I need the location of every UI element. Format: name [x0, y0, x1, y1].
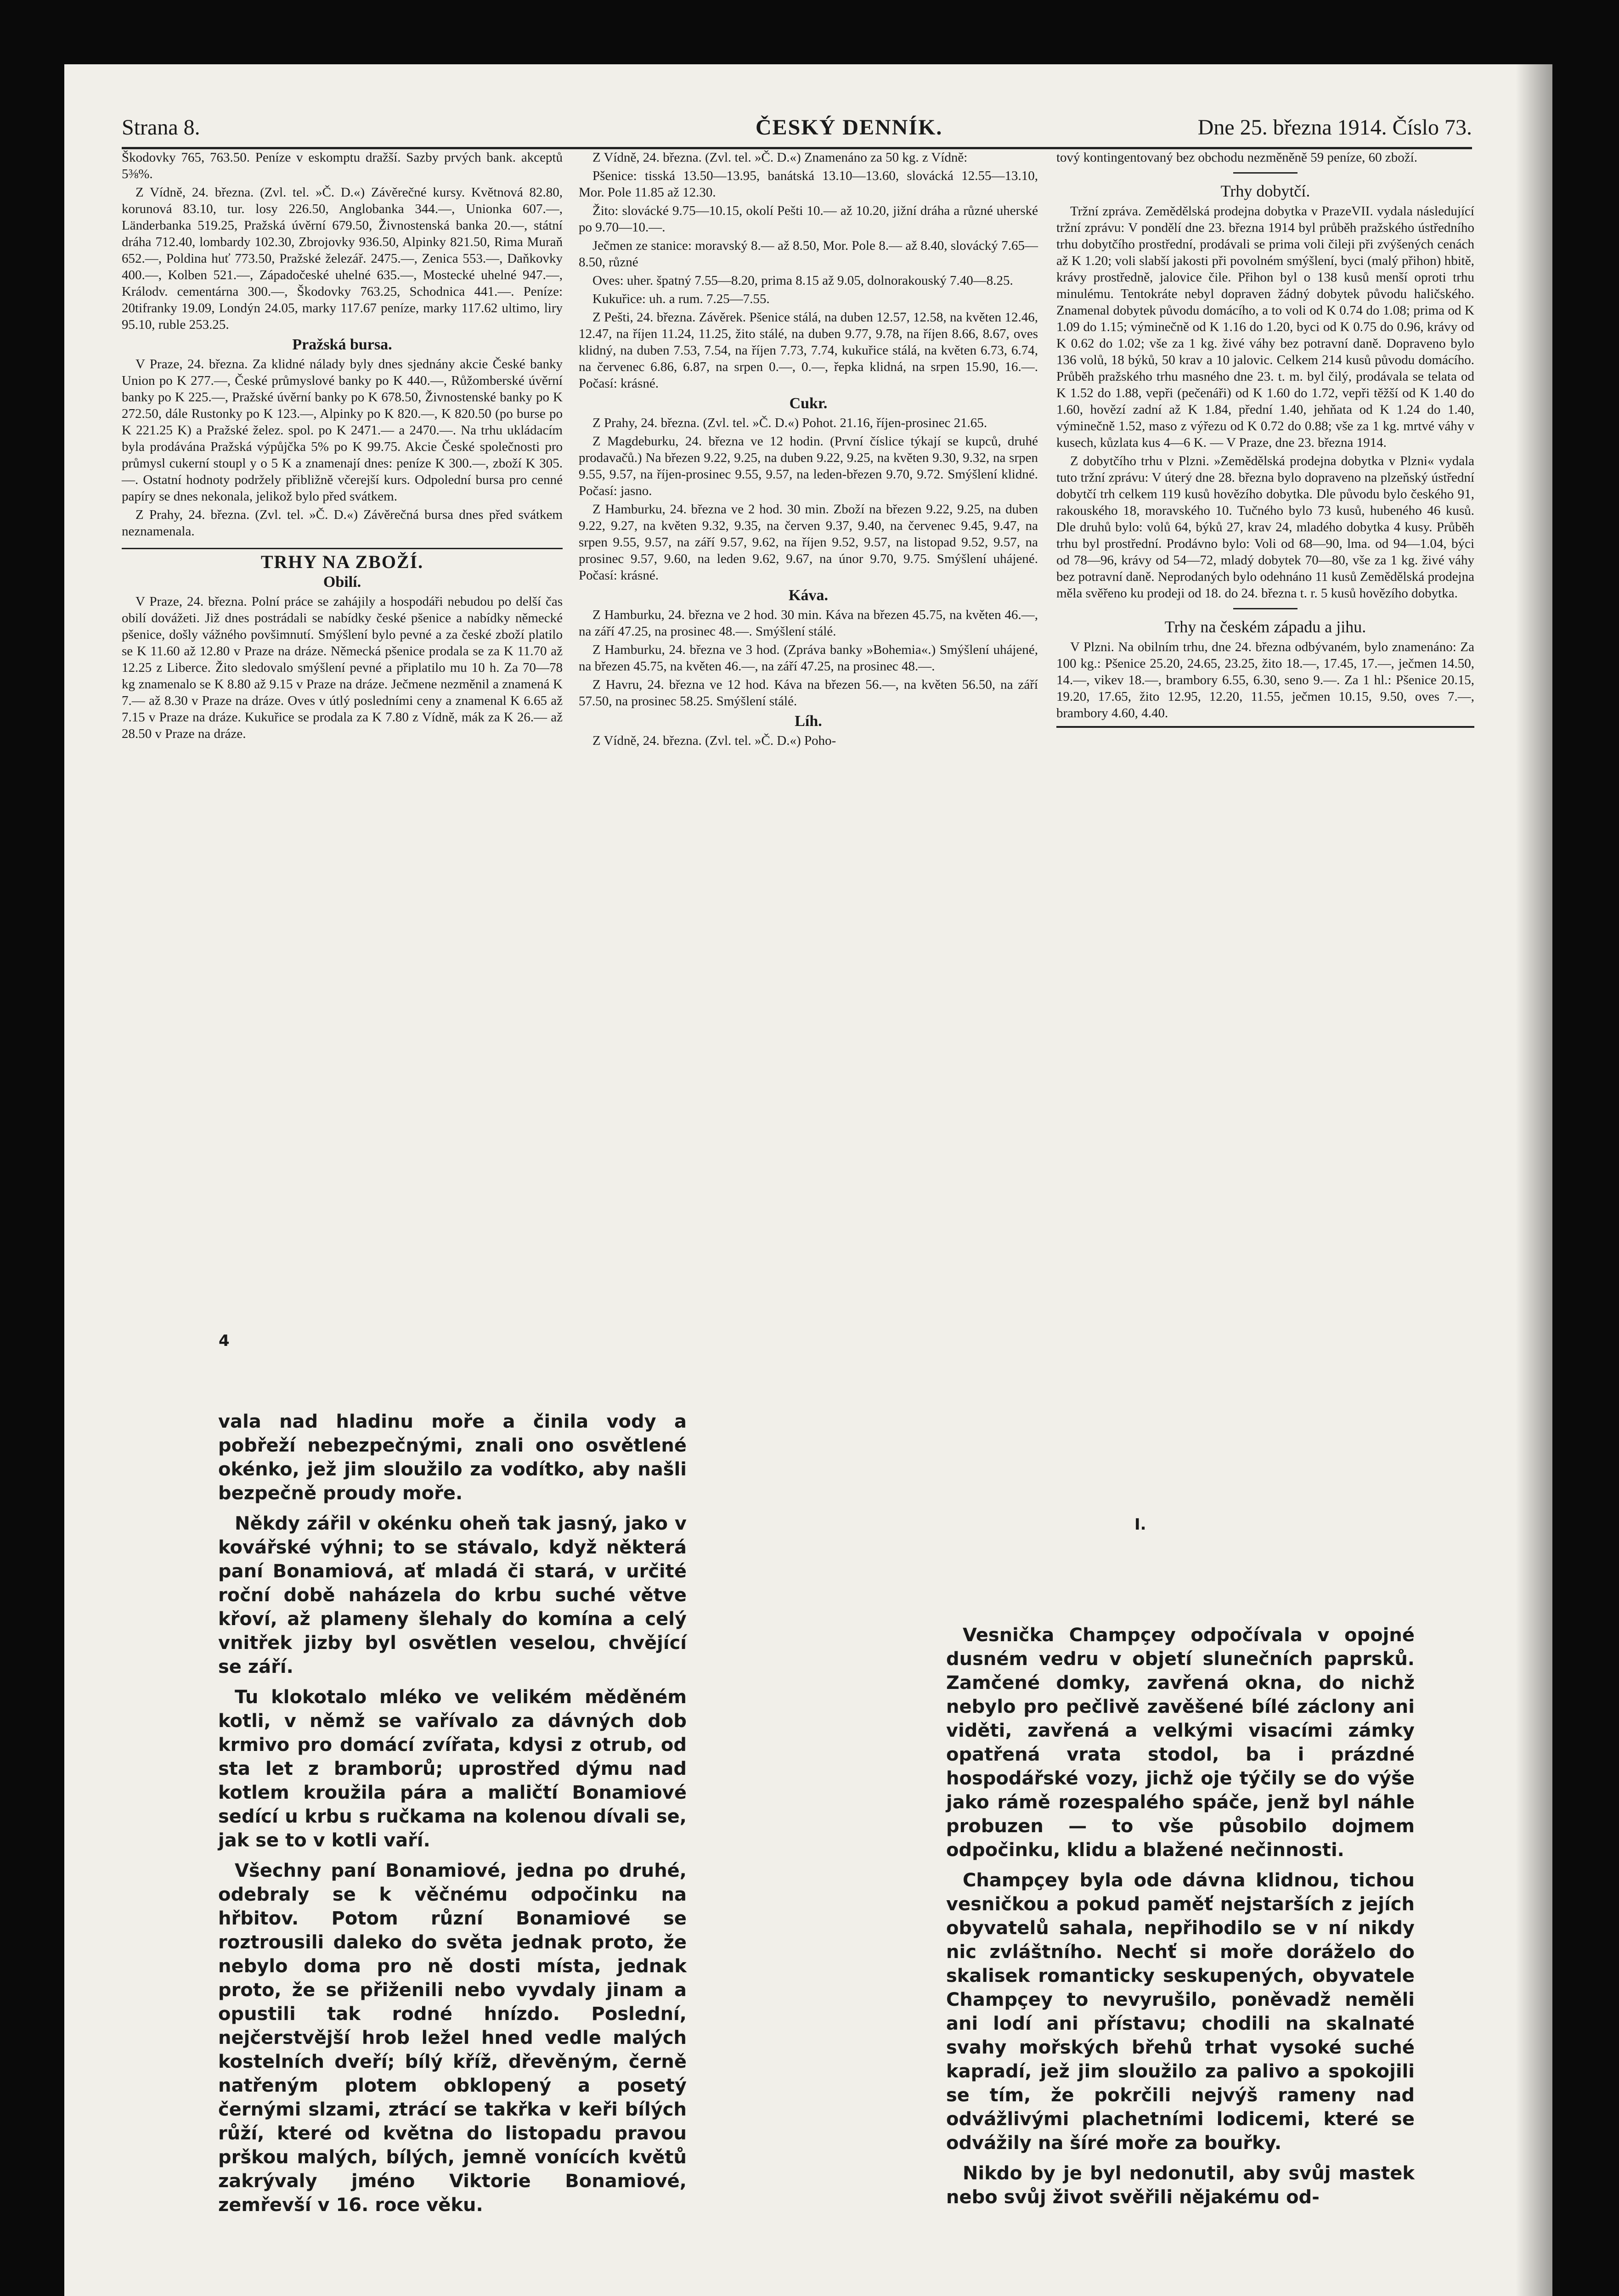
story-paragraph: Tu klokotalo mléko ve velikém měděném kotli, v němž se vařívalo za dávných dob krmivo pro domácí zvířata, kdysi z otrub, od sta let z bramborů; uprostřed dýmu nad kotlem kroužila pára a maličtí Bonamiové sedící u krbu s ručkama na kolenou dívali se, jak se to v kotli vaří. — [218, 1687, 687, 1851]
paragraph: Z Vídně, 24. března. (Zvl. tel. »Č. D.«) Závěrečné kursy. Květnová 82.80, korunová 83.10, tur. losy 226.50, Anglobanka 344.—, Unionka 607.—, Länderbanka 519.25, Pražská úvěrní 679.50, Živnostenská banka 20.—, státní dráha 712.40, lombardy 102.30, Zbrojovky 936.50, Alpinky 821.50, Rima Muraň 652.—, Poldina huť 773.50, Pražské železář. 2475.—, Zenica 553.—, Daňkovky 400.—, Kolben 521.—, Západočeské uhelné 635.—, Mostecké uhelné 947.—, Králodv. cementárna 300.—, Škodovky 763.25, Schodnica 441.—. Peníze: 20tifranky 19.09, Londýn 24.05, marky 117.67 peníze, marky 117.62 ultimo, liry 95.10, ruble 253.25. — [122, 185, 563, 332]
story-paragraph: Všechny paní Bonamiové, jedna po druhé, odebraly se k věčnému odpočinku na hřbitov. Potom různí Bonamiové se roztrousili daleko do světa jednak proto, že nebylo doma pro ně dosti místa, jednak proto, že se přiženili nebo vyvdaly jinam a opustili tak rodné hnízdo. Poslední, nejčerstvější hrob ležel hned vedle malých kostelních dveří; bílý kříž, dřevěným, černě natřeným plotem obklopený a posetý černými slzami, ztrácí se takřka v keři bílých růží, které od května do listopadu pravou prškou malých, bílých, jemně vonících květů zakrývaly jméno Viktorie Bonamiové, zemřevší v 16. roce věku. — [218, 1860, 687, 2216]
paragraph: Z Havru, 24. března ve 12 hod. Káva na březen 56.—, na květen 56.50, na září 57.50, na prosinec 58.25. Smýšlení stálé. — [579, 677, 1038, 709]
column-2 — [579, 149, 1038, 751]
paragraph: Z Vídně, 24. března. (Zvl. tel. »Č. D.«) Poho- — [592, 733, 836, 748]
paragraph: Z dobytčího trhu v Plzni. »Zemědělská prodejna dobytka v Plzni« vydala tuto tržní zprávu: V úterý dne 28. března bylo dopraveno na plzeňský ústřední dobytčí trh celkem 119 kusů hovězího dobytka. Dle původu bylo českého 91, rakouského 18, moravského 10. Tučného bylo 73 kusů, hubeného 46 kusů. Dle druhů bylo: volů 64, býků 27, krav 24, mladého dobytka 4 kusy. Průběh trhu byl prostřední. Prodávno bylo: Voli od 68—90, lma. od 94—1.04, býci od 78—96, krávy od 54—72, mladý dobytek 70—80, vše za 1 kg. živé váhy bez potravní daně. Neprodaných bylo odehnáno 11 kusů Zemědělská prodejna měla svěřeno ku prodeji od 18. do 24. března t. r. 5 kusů hovězího dobytka. — [1056, 454, 1474, 601]
paragraph: Ječmen ze stanice: moravský 8.— až 8.50, Mor. Pole 8.— až 8.40, slovácký 7.65—8.50, různé — [579, 238, 1038, 270]
paragraph: V Praze, 24. března. Polní práce se zahájily a hospodáři nebudou po delší čas obilí dovážeti. Již dnes postrádali se nabídky české pšenice a nabídky německé pšenice, došly vážného povšimnutí. Smýšlení bylo pevné a za české zboží platilo se K 11.60 až 12.80 v Praze na dráze. Německá pšenice prodala se za K 11.70 až 12.25 z Liberce. Žito sledovalo smýšlení pevné a připlatilo mu 10 h. Za 70—78 kg znamenalo se K 8.80 až 9.15 v Praze na dráze. Ječmene nezměnil a znamená K 7.— až 8.30 v Praze na dráze. Oves v útlý posledními ceny a znamenal K 6.65 až 7.15 v Praze na dráze. Kukuřice se prodala za K 7.80 z Vídně, mák za K 26.— až 28.50 v Praze na dráze. — [122, 594, 563, 741]
page-number: Strana 8. — [122, 115, 200, 140]
paragraph: Z Hamburku, 24. března ve 2 hod. 30 min. Zboží na březen 9.22, 9.25, na duben 9.22, 9.27, na květen 9.32, 9.35, na červen 9.37, 9.40, na červenec 9.45, 9.47, na srpen 9.55, 9.57, na září 9.57, 9.62, na říjen 9.52, 9.57, na listopad 9.52, 9.57, na prosinec 9.57, 9.60, na leden 9.62, 9.67, na únor 9.70, 9.75. Smýšlení uhájené. Počasí: krásné. — [579, 502, 1038, 583]
section-heading: Obilí. — [323, 574, 361, 591]
section-heading: Pražská bursa. — [292, 336, 392, 353]
paragraph: Z Hamburku, 24. března ve 2 hod. 30 min. Káva na březen 45.75, na květen 46.—, na září 47.25, na prosinec 48.—. Smýšlení stálé. — [579, 608, 1038, 639]
serial-story-right — [946, 1623, 1415, 2216]
serial-story-left — [218, 1410, 687, 2223]
paragraph: Pšenice: tisská 13.50—13.95, banátská 13.10—13.60, slovácká 12.55—13.10, Mor. Pole 11.85 až 12.30. — [579, 169, 1038, 200]
story-paragraph: Nikdo by je byl nedonutil, aby svůj mastek nebo svůj život svěřili nějakému od- — [946, 2163, 1415, 2208]
divider — [1233, 608, 1297, 609]
page-header — [122, 106, 1472, 149]
story-paragraph: vala nad hladinu moře a činila vody a pobřeží nebezpečnými, znali ono osvětlené okénko, jež jim sloužilo za vodítko, aby našli bezpečně proudy moře. — [218, 1411, 687, 1504]
paragraph: tový kontingentovaný bez obchodu nezměněně 59 peníze, 60 zboží. — [1056, 150, 1417, 165]
section-heading: Cukr. — [789, 395, 828, 412]
paragraph: V Plzni. Na obilním trhu, dne 24. března odbývaném, bylo znamenáno: Za 100 kg.: Pšenice 25.20, 24.65, 23.25, žito 18.—, 17.45, 17.—, ječmen 14.50, 14.—, vikev 18.—, brambory 6.55, 6.30, seno 9.—. Za 1 hl.: Pšenice 20.15, 19.20, 17.65, žito 12.95, 12.20, 11.55, ječmen 10.15, 9.50, oves 7.—, brambory 4.60, 4.40. — [1056, 640, 1474, 720]
section-heading: Trhy dobytčí. — [1220, 182, 1310, 200]
divider — [1233, 172, 1297, 174]
paragraph: Kukuřice: uh. a rum. 7.25—7.55. — [592, 292, 770, 306]
column-3 — [1056, 149, 1474, 728]
paragraph: Z Pešti, 24. března. Závěrek. Pšenice stálá, na duben 12.57, 12.58, na květen 12.46, 12.47, na říjen 11.24, 11.25, žito stálé, na duben 9.77, 9.78, na říjen 8.66, 8.67, oves klidný, na duben 7.53, 7.54, na říjen 7.73, 7.74, kukuřice stálá, na květen 6.73, 6.74, na červenec 6.86, 6.87, na srpen 0.—, 0.—, řepka klidná, na srpen 15.90, 16.—. Počasí: krásné. — [579, 310, 1038, 391]
paragraph: V Praze, 24. března. Za klidné nálady byly dnes sjednány akcie České banky Union po K 277.—, České průmyslové banky po K 440.—, Růžomberské úvěrní banky po K 225.—, Pražské úvěrní banky po K 678.50, Živnostenské banky po K 272.50, dále Rustonky po K 123.—, Alpinky po K 820.—, K 820.50 (po burse po K 221.25 K) a Pražské želez. spol. po K 2471.— a 2470.—. Na trhu ukládacím byla prodávána Pražská výpůjčka 5% po K 99.75. Akcie České společnosti pro průmysl cukerní stoupl y o 5 K a znamenají dnes: peníze K 300.—, zboží K 305.—. Ostatní hodnoty podržely přibližně včerejší kurs. Odpolední bursa pro cenné papíry se dnes nekonala, jelikož bylo před svátkem. — [122, 357, 563, 504]
section-heading: Káva. — [789, 587, 828, 604]
story-paragraph: Vesnička Champçey odpočívala v opojné dusném vedru v objetí slunečních paprsků. Zamčené domky, zavřená okna, do nichž nebylo pro pečlivě zavěšené bílé záclony ani viděti, zavřená a velkými visacími zámky opatřená vrata stodol, ba i prázdné hospodářské vozy, jichž oje týčily se do výše jako rámě rozespalého spáče, jenž byl náhle probuzen — to vše působilo dojmem odpočinku, klidu a blažené nečinnosti. — [946, 1625, 1415, 1861]
paragraph: Z Prahy, 24. března. (Zvl. tel. »Č. D.«) Závěrečná bursa dnes před svátkem neznamenala. — [122, 507, 563, 539]
paragraph: Z Prahy, 24. března. (Zvl. tel. »Č. D.«) Pohot. 21.16, říjen-prosinec 21.65. — [592, 416, 987, 430]
paragraph: Tržní zpráva. Zemědělská prodejna dobytka v PrazeVII. vydala následující tržní zprávu: V pondělí dne 23. března 1914 byl průběh pražského ústředního trhu dobytčího prostřední, prodávali se prima voli čileji při zvýšených cenách až K 1.20; voli slabší jakosti při povolném smýšlení, byci (malý přihon) hbitě, krávy prostředně, jalovice čile. Přihon byl o 138 kusů menší oproti trhu minulému. Tentokráte nebyl dopraven žádný dobytek původu haličského. Znamenal dobytek původu domácího, a to voli od K 0.74 do 1.08; prima od K 1.09 do 1.15; výminečně od K 1.16 do 1.20, byci od K 0.75 do 0.96, krávy od K 0.62 do 1.02; vše za 1 kg. živé váhy bez potravní daně. Dopraveno bylo 136 volů, 18 býků, 50 krav a 10 jalovic. Celkem 214 kusů původu domácího. Průběh pražského trhu masného dne 23. t. m. byl čilý, prodávala se telata od K 1.52 do 1.88, vepři (pečenáři) od K 1.60 do 1.72, vepři těžší od K 1.40 do 1.60, hovězí zadní až K 1.84, přední 1.40, jehňata od K 1.24 do 1.40, výminečně 1.52, maso z výřezu od K 0.72 do 0.88; vše za 1 kg. mrtvé váhy v kusech, kůzlata kus 4—6 K. — V Praze, dne 23. března 1914. — [1056, 204, 1474, 450]
divider — [1056, 726, 1474, 728]
section-heading: Líh. — [795, 713, 822, 730]
paragraph: Z Hamburku, 24. března ve 3 hod. (Zpráva banky »Bohemia«.) Smýšlení uhájené, na březen 45.75, na květen 46.—, na září 47.25, na prosinec 48.—. — [579, 642, 1038, 674]
paragraph: Z Magdeburku, 24. března ve 12 hodin. (První číslice týkají se kupců, druhé prodavačů.) Na březen 9.22, 9.25, na duben 9.22, 9.25, na květen 9.30, 9.32, na srpen 9.55, 9.57, na říjen-prosinec 9.55, 9.57, na leden-březen 9.70, 9.72. Smýšlení klidné. Počasí: jasno. — [579, 434, 1038, 498]
newspaper-title: ČESKÝ DENNÍK. — [756, 115, 943, 140]
story-paragraph: Někdy zářil v okénku oheň tak jasný, jako v kovářské výhni; to se stávalo, když některá paní Bonamiová, ať mladá či stará, v určité roční době naházela do krbu suché větve křoví, až plameny šlehaly do komína a celý vnitřek jizby byl osvětlen veselou, chvějící se září. — [218, 1513, 687, 1677]
story-paragraph: Champçey byla ode dávna klidnou, tichou vesničkou a pokud paměť nejstarších z jejích obyvatelů sahala, nepřihodilo se v ní nikdy nic zvláštního. Nechť si moře doráželo do skalisek romanticky seskupených, obyvatele Champçey to nevyrušilo, poněvadž neměli ani lodí ani přístavu; chodili na skalnaté svahy mořských břehů trhat vysoké suché kapradí, jež jim sloužilo za palivo a spokojili se tím, že pokrčili nejvýš rameny nad odvážlivými plachetními lodicemi, které se odvážily na šíré moře za bouřky. — [946, 1870, 1415, 2154]
section-title: TRHY NA ZBOŽÍ. — [122, 548, 563, 570]
paragraph: Oves: uher. špatný 7.55—8.20, prima 8.15 až 9.05, dolnorakouský 7.40—8.25. — [592, 273, 1013, 288]
issue-date: Dne 25. března 1914. Číslo 73. — [1197, 115, 1472, 140]
column-1 — [122, 149, 563, 744]
newspaper-page — [64, 64, 1552, 2296]
chapter-marker: I. — [1134, 1515, 1146, 1534]
paragraph: Z Vídně, 24. března. (Zvl. tel. »Č. D.«) Znamenáno za 50 kg. z Vídně: — [592, 150, 968, 165]
serial-marker: 4 — [219, 1332, 230, 1350]
paragraph: Škodovky 765, 763.50. Peníze v eskomptu dražší. Sazby prvých bank. akceptů 5⅜%. — [122, 150, 563, 181]
section-heading: Trhy na českém západu a jihu. — [1164, 618, 1366, 636]
paragraph: Žito: slovácké 9.75—10.15, okolí Pešti 10.— až 10.20, jižní dráha a různé uherské po 9.70—10.—. — [579, 203, 1038, 235]
